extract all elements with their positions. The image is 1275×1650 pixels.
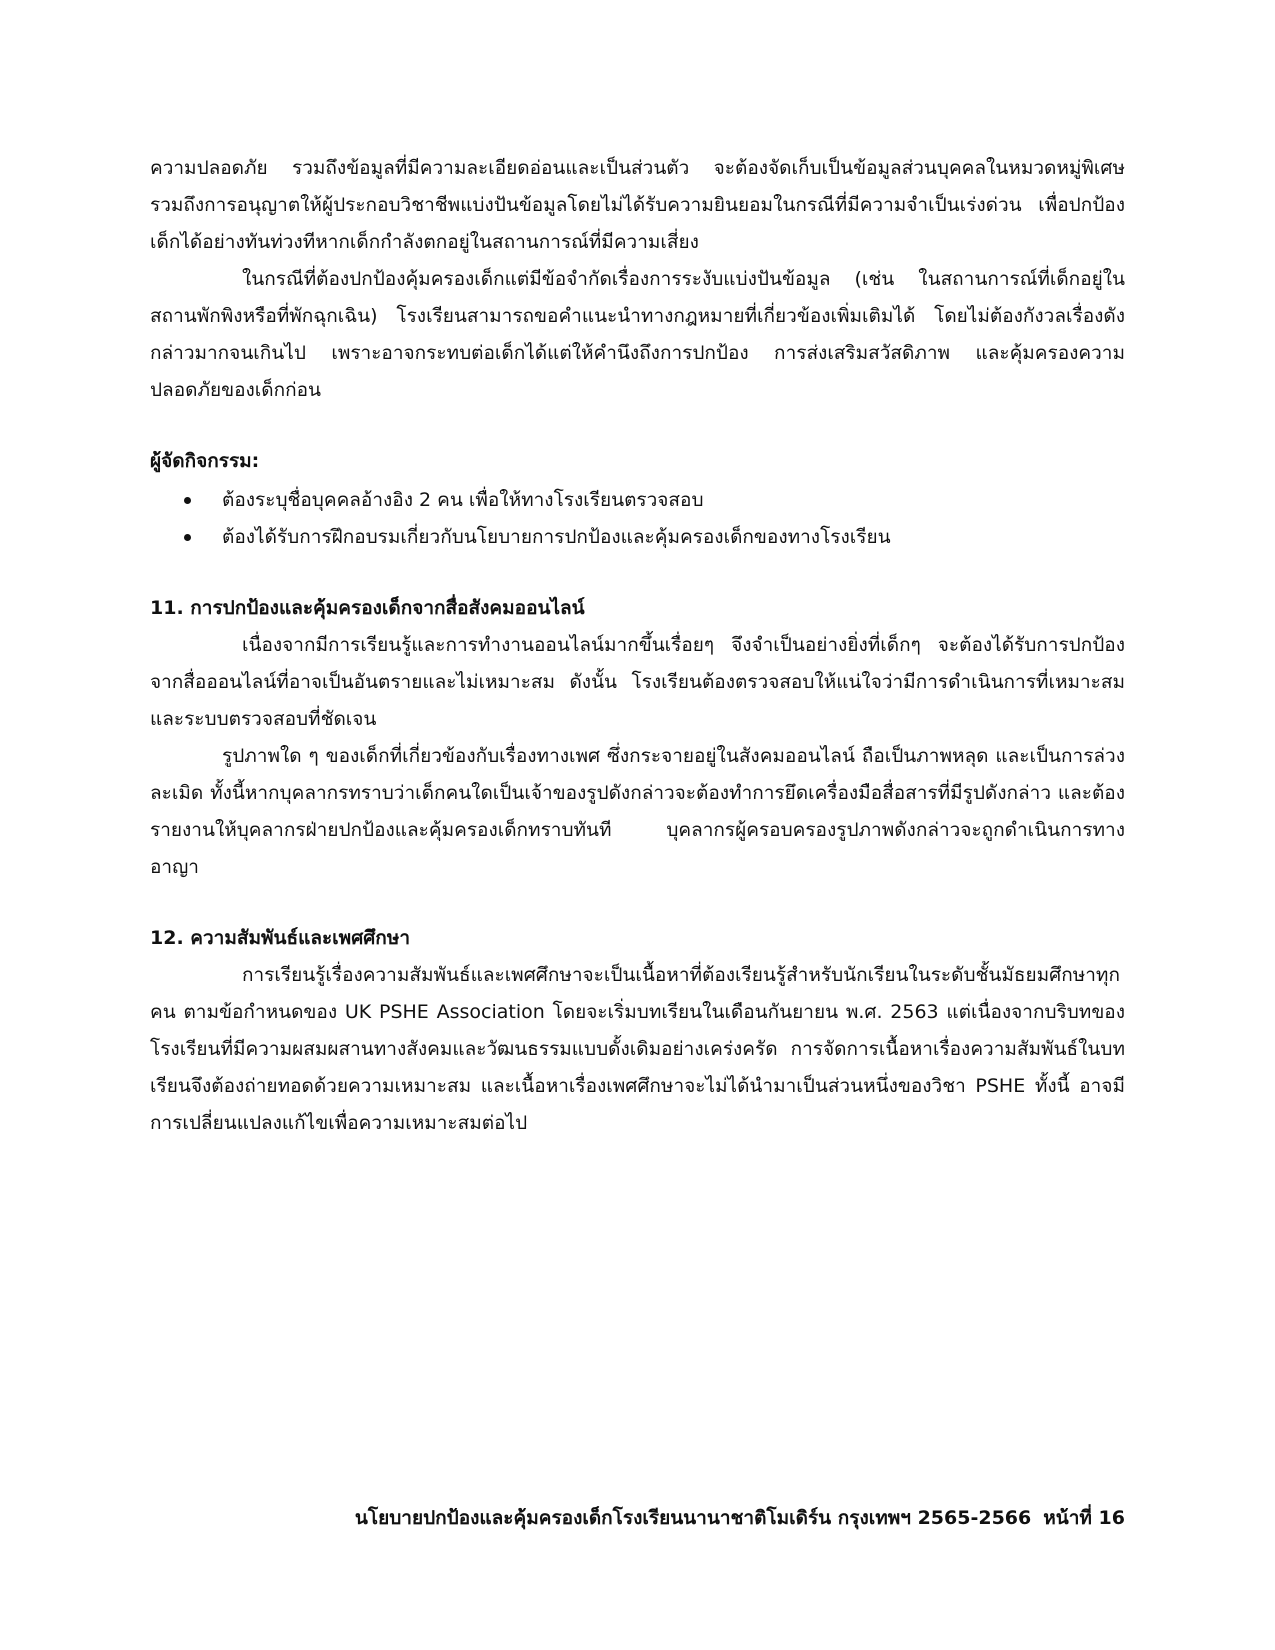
document-body [150,150,1125,1142]
organizers-section [150,443,1125,556]
list-item: ต้องได้รับการฝึกอบรมเกี่ยวกับนโยบายการปกป้องและคุ้มครองเด็กของทางโรงเรียน [222,519,1125,556]
section-11 [150,590,1125,886]
section-11-paragraph-2: รูปภาพใด ๆ ของเด็กที่เกี่ยวข้องกับเรื่องทางเพศ ซึ่งกระจายอยู่ในสังคมออนไลน์ ถือเป็นภาพหลุด และเป็นการล่วงละเมิด ทั้งนี้หากบุคลากรทราบว่าเด็กคนใดเป็นเจ้าของรูปดังกล่าวจะต้องทำการยึดเครื่องมือสื่อสารที่มีรูปดังกล่าว และต้องรายงานให้บุคลากรฝ่ายปกป้องและคุ้มครองเด็กทราบทันที บุคลากรผู้ครอบครองรูปภาพดังกล่าวจะถูกดำเนินการทางอาญา [150,745,1125,878]
page-footer [355,1503,1125,1533]
intro-paragraph-1: ความปลอดภัย รวมถึงข้อมูลที่มีความละเอียดอ่อนและเป็นส่วนตัว จะต้องจัดเก็บเป็นข้อมูลส่วนบุคคลในหมวดหมู่พิเศษ รวมถึงการอนุญาตให้ผู้ประกอบวิชาชีพแบ่งปันข้อมูลโดยไม่ได้รับความยินยอมในกรณีที่มีความจำเป็นเร่งด่วน เพื่อปกป้องเด็กได้อย่างทันท่วงทีหากเด็กกำลังตกอยู่ในสถานการณ์ที่มีความเสี่ยง [150,157,1125,253]
section-12 [150,920,1125,1142]
intro-paragraph-2: ในกรณีที่ต้องปกป้องคุ้มครองเด็กแต่มีข้อจำกัดเรื่องการระงับแบ่งปันข้อมูล (เช่น ในสถานการณ์ที่เด็กอยู่ในสถานพักพิงหรือที่พักฉุกเฉิน) โรงเรียนสามารถขอคำแนะนำทางกฎหมายที่เกี่ยวข้องเพิ่มเติมได้ โดยไม่ต้องกังวลเรื่องดังกล่าวมากจนเกินไป เพราะอาจกระทบต่อเด็กได้แต่ให้คำนึงถึงการปกป้อง การส่งเสริมสวัสดิภาพ และคุ้มครองความปลอดภัยของเด็กก่อน [150,268,1125,401]
footer-title: นโยบายปกป้องและคุ้มครองเด็กโรงเรียนนานาชาติโมเดิร์น กรุงเทพฯ 2565-2566 [354,1507,1032,1529]
section-12-paragraph-1: การเรียนรู้เรื่องความสัมพันธ์และเพศศึกษาจะเป็นเนื้อหาที่ต้องเรียนรู้สำหรับนักเรียนในระดับชั้นมัธยมศึกษาทุกคน ตามข้อกำหนดของ UK PSHE Association โดยจะเริ่มบทเรียนในเดือนกันยายน พ.ศ. 2563 แต่เนื่องจากบริบทของโรงเรียนที่มีความผสมผสานทางสังคมและวัฒนธรรมแบบดั้งเดิมอย่างเคร่งครัด การจัดการเนื้อหาเรื่องความสัมพันธ์ในบทเรียนจึงต้องถ่ายทอดด้วยความเหมาะสม และเนื้อหาเรื่องเพศศึกษาจะไม่ได้นำมาเป็นส่วนหนึ่งของวิชา PSHE ทั้งนี้ อาจมีการเปลี่ยนแปลงแก้ไขเพื่อความเหมาะสมต่อไป [150,964,1125,1134]
section-11-heading: 11. การปกป้องและคุ้มครองเด็กจากสื่อสังคมออนไลน์ [150,597,585,619]
organizers-heading: ผู้จัดกิจกรรม: [150,450,260,472]
organizers-list [150,482,1125,556]
page-number: หน้าที่ 16 [1043,1507,1125,1529]
section-11-paragraph-1: เนื่องจากมีการเรียนรู้และการทำงานออนไลน์มากขึ้นเรื่อยๆ จึงจำเป็นอย่างยิ่งที่เด็กๆ จะต้องได้รับการปกป้องจากสื่อออนไลน์ที่อาจเป็นอันตรายและไม่เหมาะสม ดังนั้น โรงเรียนต้องตรวจสอบให้แน่ใจว่ามีการดำเนินการที่เหมาะสมและระบบตรวจสอบที่ชัดเจน [150,634,1125,730]
list-item: ต้องระบุชื่อบุคคลอ้างอิง 2 คน เพื่อให้ทางโรงเรียนตรวจสอบ [222,482,1125,519]
section-12-heading: 12. ความสัมพันธ์และเพศศึกษา [150,927,411,949]
